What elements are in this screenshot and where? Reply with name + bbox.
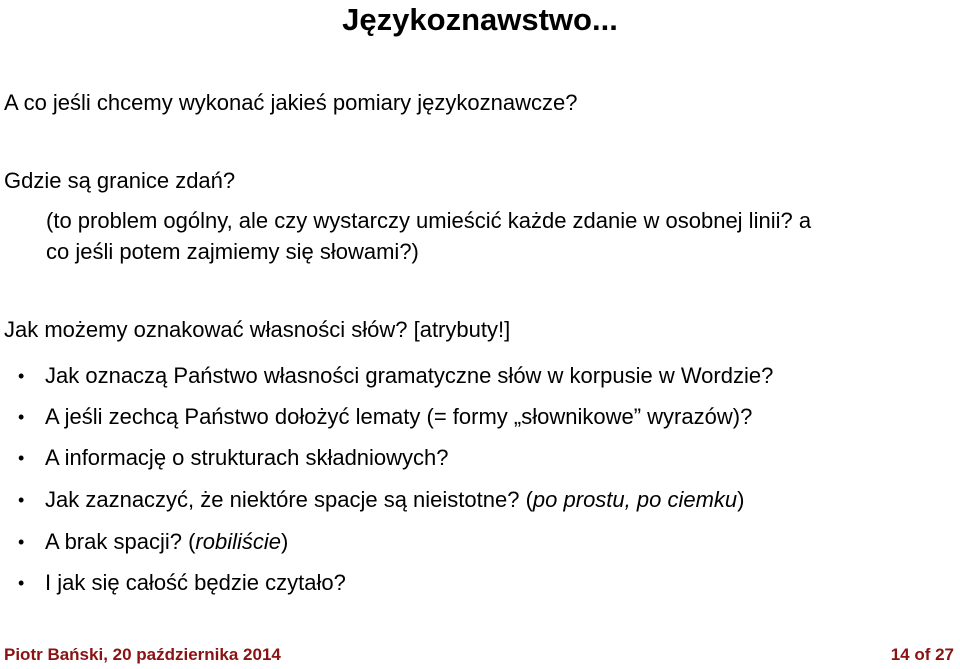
- footer-author-date: Piotr Bański, 20 października 2014: [4, 645, 281, 664]
- bullet-icon: •: [18, 573, 25, 593]
- question-word-properties: Jak możemy oznakować własności słów? [atrybuty!]: [4, 317, 511, 342]
- bullet-text: Jak oznaczą Państwo własności gramatyczne słów w korpusie w Wordzie?: [45, 363, 774, 388]
- bullet-text: A brak spacji? (robiliście): [45, 529, 289, 554]
- question-measurements: A co jeśli chcemy wykonać jakieś pomiary językoznawcze?: [4, 90, 578, 115]
- bullet-icon: •: [18, 490, 25, 510]
- italic-example: robiliście: [195, 529, 281, 554]
- italic-example: po prostu, po ciemku: [532, 487, 738, 512]
- bullet-text: A informację o strukturach składniowych?: [45, 445, 449, 470]
- bullet-text: Jak zaznaczyć, że niektóre spacje są nieistotne? (po prostu, po ciemku): [45, 487, 745, 512]
- bullet-text: I jak się całość będzie czytało?: [45, 570, 346, 595]
- bullet-icon: •: [18, 407, 25, 427]
- slide-title: Językoznawstwo...: [342, 2, 618, 37]
- bullet-icon: •: [18, 366, 25, 386]
- question-sentence-boundaries: Gdzie są granice zdań?: [4, 168, 236, 193]
- note-line-2: co jeśli potem zajmiemy się słowami?): [46, 239, 419, 264]
- bullet-icon: •: [18, 532, 25, 552]
- bullet-icon: •: [18, 448, 25, 468]
- footer-page-number: 14 of 27: [890, 645, 954, 664]
- bullet-text: A jeśli zechcą Państwo dołożyć lematy (= formy „słownikowe” wyrazów)?: [45, 404, 753, 429]
- note-line-1: (to problem ogólny, ale czy wystarczy umieścić każde zdanie w osobnej linii? a: [46, 208, 812, 233]
